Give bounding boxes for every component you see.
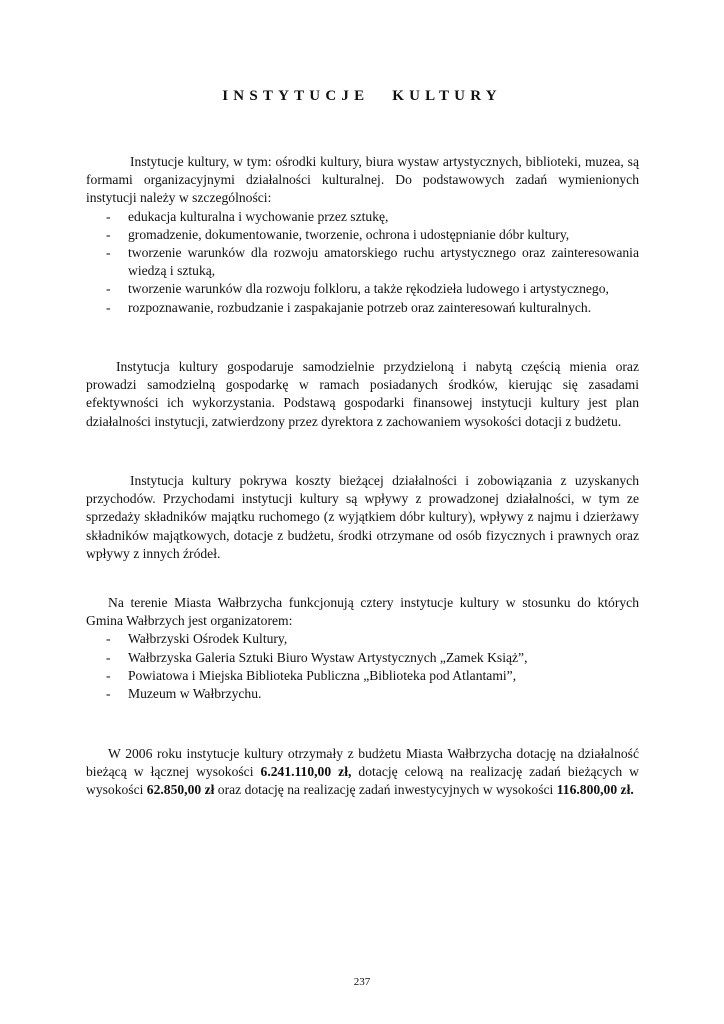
dash-marker: - [106,208,111,224]
dash-marker: - [106,281,111,297]
list-item: - gromadzenie, dokumentowanie, tworzenie, ochrona i udostępnianie dóbr kultury, [86,226,639,244]
institutions-list [86,630,639,703]
tasks-list [86,208,639,317]
list-item: - Wałbrzyski Ośrodek Kultury, [86,630,639,648]
page-number: 237 [353,976,371,988]
dash-marker: - [106,686,111,702]
section-funding [86,745,639,800]
section-economy [86,358,639,431]
list-item: - tworzenie warunków dla rozwoju amatorskiego ruchu artystycznego oraz zainteresowania wiedzą i sztuką, [106,245,639,279]
economy-paragraph: Instytucja kultury gospodaruje samodzielnie przydzieloną i nabytą częścią mienia oraz prowadzi samodzielną gospodarkę w ramach posiadanych środków, kierując się zasadami efektywności ich wykorzystania. Podstawą gospodarki finansowej instytucji kultury jest plan działalności instytucji, zatwierdzony przez dyrektora z zachowaniem wysokości dotacji z budżetu. [86,359,639,429]
section-institutions [86,594,639,703]
dash-marker: - [106,226,111,242]
dash-marker: - [106,299,111,315]
list-item: - Wałbrzyska Galeria Sztuki Biuro Wystaw Artystycznych „Zamek Książ”, [86,649,639,667]
tasks-intro-paragraph: Instytucje kultury, w tym: ośrodki kultury, biura wystaw artystycznych, biblioteki, muzea, są formami organizacyjnymi działalności kulturalnej. Do podstawowych zadań wymienionych instytucji należy w szczególności: [86,154,639,206]
list-item: - Powiatowa i Miejska Biblioteka Publiczna „Biblioteka pod Atlantami”, [86,667,639,685]
section-costs [86,472,639,563]
targeted-subsidy-amount: 62.850,00 zł [146,782,215,798]
section-tasks [86,153,639,317]
dash-marker: - [106,631,111,647]
current-subsidy-amount: 6.241.110,00 zł, [260,764,352,780]
list-item: - rozpoznawanie, rozbudzanie i zaspakajanie potrzeb oraz zainteresowań kulturalnych. [86,299,639,317]
institutions-intro-paragraph: Na terenie Miasta Wałbrzycha funkcjonują cztery instytucje kultury w stosunku do których Gmina Wałbrzych jest organizatorem: [86,595,639,629]
list-item: - tworzenie warunków dla rozwoju folkloru, a także rękodzieła ludowego i artystycznego, [86,280,639,298]
list-item: - edukacja kulturalna i wychowanie przez sztukę, [86,208,639,226]
page-title: INSTYTUCJE KULTURY [222,88,502,104]
investment-subsidy-amount: 116.800,00 zł. [556,782,634,798]
costs-paragraph: Instytucja kultury pokrywa koszty bieżącej działalności i zobowiązania z uzyskanych przychodów. Przychodami instytucji kultury są wpływy z prowadzonej działalności, w tym ze sprzedaży składników majątku ruchomego (z wyjątkiem dóbr kultury), wpływy z najmu i dzierżawy składników majątkowych, dotacje z budżetu, środki otrzymane od osób fizycznych i prawnych oraz wpływy z innych źródeł. [86,473,639,561]
dash-marker: - [106,667,111,683]
dash-marker: - [106,245,111,261]
dash-marker: - [106,649,111,665]
funding-paragraph: W 2006 roku instytucje kultury otrzymały z budżetu Miasta Wałbrzycha dotację na działalność bieżącą w łącznej wysokości 6.241.110,00 zł, dotację celową na realizację zadań bieżących w wysokości 62.850,00 zł oraz dotację na realizację zadań inwestycyjnych w wysokości 116.800,00 zł. [86,746,640,798]
list-item: - Muzeum w Wałbrzychu. [86,685,639,703]
